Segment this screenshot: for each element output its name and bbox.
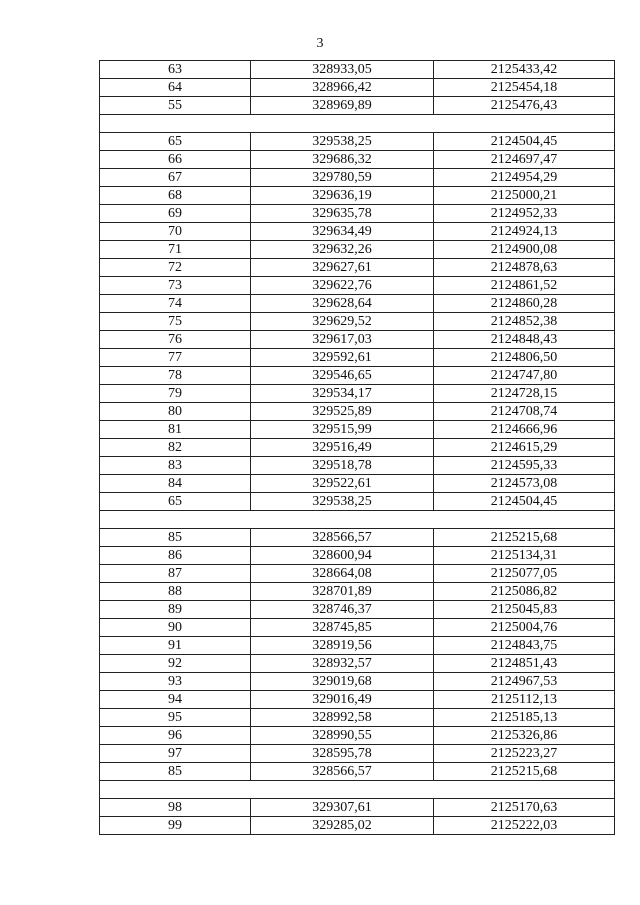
point-number-cell: 96 <box>100 727 251 745</box>
table-row <box>100 367 615 385</box>
y-coordinate-cell: 2124697,47 <box>434 151 615 169</box>
y-coordinate-cell: 2124708,74 <box>434 403 615 421</box>
page-number: 3 <box>316 36 324 51</box>
group-separator-row <box>100 781 615 799</box>
table-row <box>100 151 615 169</box>
y-coordinate-cell: 2124878,63 <box>434 259 615 277</box>
point-number-cell: 70 <box>100 223 251 241</box>
x-coordinate-cell: 329632,26 <box>251 241 434 259</box>
point-number-cell: 55 <box>100 97 251 115</box>
table-row <box>100 259 615 277</box>
separator-cell <box>100 115 615 133</box>
x-coordinate-cell: 329534,17 <box>251 385 434 403</box>
table-row <box>100 187 615 205</box>
x-coordinate-cell: 328992,58 <box>251 709 434 727</box>
y-coordinate-cell: 2125476,43 <box>434 97 615 115</box>
point-number-cell: 81 <box>100 421 251 439</box>
y-coordinate-cell: 2124806,50 <box>434 349 615 367</box>
x-coordinate-cell: 328933,05 <box>251 61 434 79</box>
y-coordinate-cell: 2125086,82 <box>434 583 615 601</box>
y-coordinate-cell: 2125112,13 <box>434 691 615 709</box>
point-number-cell: 78 <box>100 367 251 385</box>
point-number-cell: 86 <box>100 547 251 565</box>
table-row <box>100 619 615 637</box>
x-coordinate-cell: 329538,25 <box>251 493 434 511</box>
x-coordinate-cell: 329522,61 <box>251 475 434 493</box>
point-number-cell: 92 <box>100 655 251 673</box>
point-number-cell: 68 <box>100 187 251 205</box>
point-number-cell: 84 <box>100 475 251 493</box>
x-coordinate-cell: 329780,59 <box>251 169 434 187</box>
point-number-cell: 72 <box>100 259 251 277</box>
table-row <box>100 313 615 331</box>
x-coordinate-cell: 329628,64 <box>251 295 434 313</box>
table-row <box>100 763 615 781</box>
point-number-cell: 71 <box>100 241 251 259</box>
table-row <box>100 331 615 349</box>
table-row <box>100 205 615 223</box>
table-row <box>100 79 615 97</box>
point-number-cell: 76 <box>100 331 251 349</box>
table-row <box>100 97 615 115</box>
point-number-cell: 98 <box>100 799 251 817</box>
table-row <box>100 133 615 151</box>
table-row <box>100 655 615 673</box>
y-coordinate-cell: 2125000,21 <box>434 187 615 205</box>
point-number-cell: 75 <box>100 313 251 331</box>
y-coordinate-cell: 2124900,08 <box>434 241 615 259</box>
table-row <box>100 493 615 511</box>
table-row <box>100 475 615 493</box>
y-coordinate-cell: 2124852,38 <box>434 313 615 331</box>
point-number-cell: 97 <box>100 745 251 763</box>
point-number-cell: 73 <box>100 277 251 295</box>
group-separator-row <box>100 115 615 133</box>
y-coordinate-cell: 2124967,53 <box>434 673 615 691</box>
point-number-cell: 93 <box>100 673 251 691</box>
x-coordinate-cell: 328932,57 <box>251 655 434 673</box>
point-number-cell: 94 <box>100 691 251 709</box>
x-coordinate-cell: 329285,02 <box>251 817 434 835</box>
y-coordinate-cell: 2124851,43 <box>434 655 615 673</box>
x-coordinate-cell: 329592,61 <box>251 349 434 367</box>
table-row <box>100 547 615 565</box>
y-coordinate-cell: 2124848,43 <box>434 331 615 349</box>
table-row <box>100 673 615 691</box>
point-number-cell: 67 <box>100 169 251 187</box>
point-number-cell: 82 <box>100 439 251 457</box>
y-coordinate-cell: 2124747,80 <box>434 367 615 385</box>
point-number-cell: 77 <box>100 349 251 367</box>
y-coordinate-cell: 2124924,13 <box>434 223 615 241</box>
x-coordinate-cell: 328966,42 <box>251 79 434 97</box>
x-coordinate-cell: 328664,08 <box>251 565 434 583</box>
table-row <box>100 241 615 259</box>
y-coordinate-cell: 2124860,28 <box>434 295 615 313</box>
table-row <box>100 295 615 313</box>
x-coordinate-cell: 329686,32 <box>251 151 434 169</box>
y-coordinate-cell: 2124595,33 <box>434 457 615 475</box>
x-coordinate-cell: 329019,68 <box>251 673 434 691</box>
point-number-cell: 64 <box>100 79 251 97</box>
y-coordinate-cell: 2124666,96 <box>434 421 615 439</box>
x-coordinate-cell: 329636,19 <box>251 187 434 205</box>
table-row <box>100 565 615 583</box>
y-coordinate-cell: 2125326,86 <box>434 727 615 745</box>
table-row <box>100 385 615 403</box>
x-coordinate-cell: 329635,78 <box>251 205 434 223</box>
x-coordinate-cell: 329538,25 <box>251 133 434 151</box>
point-number-cell: 79 <box>100 385 251 403</box>
point-number-cell: 85 <box>100 763 251 781</box>
x-coordinate-cell: 328746,37 <box>251 601 434 619</box>
x-coordinate-cell: 329016,49 <box>251 691 434 709</box>
y-coordinate-cell: 2124504,45 <box>434 493 615 511</box>
coordinates-table <box>99 60 615 835</box>
table-row <box>100 745 615 763</box>
x-coordinate-cell: 329518,78 <box>251 457 434 475</box>
y-coordinate-cell: 2125185,13 <box>434 709 615 727</box>
x-coordinate-cell: 328969,89 <box>251 97 434 115</box>
y-coordinate-cell: 2124861,52 <box>434 277 615 295</box>
x-coordinate-cell: 329629,52 <box>251 313 434 331</box>
x-coordinate-cell: 329617,03 <box>251 331 434 349</box>
y-coordinate-cell: 2125433,42 <box>434 61 615 79</box>
y-coordinate-cell: 2125223,27 <box>434 745 615 763</box>
table-row <box>100 817 615 835</box>
y-coordinate-cell: 2124952,33 <box>434 205 615 223</box>
x-coordinate-cell: 328600,94 <box>251 547 434 565</box>
point-number-cell: 85 <box>100 529 251 547</box>
coordinates-table-body <box>100 61 615 835</box>
point-number-cell: 88 <box>100 583 251 601</box>
x-coordinate-cell: 328919,56 <box>251 637 434 655</box>
x-coordinate-cell: 328701,89 <box>251 583 434 601</box>
y-coordinate-cell: 2124573,08 <box>434 475 615 493</box>
y-coordinate-cell: 2125222,03 <box>434 817 615 835</box>
x-coordinate-cell: 329516,49 <box>251 439 434 457</box>
point-number-cell: 87 <box>100 565 251 583</box>
y-coordinate-cell: 2125215,68 <box>434 763 615 781</box>
separator-cell <box>100 511 615 529</box>
y-coordinate-cell: 2125170,63 <box>434 799 615 817</box>
x-coordinate-cell: 329622,76 <box>251 277 434 295</box>
x-coordinate-cell: 328990,55 <box>251 727 434 745</box>
y-coordinate-cell: 2125134,31 <box>434 547 615 565</box>
y-coordinate-cell: 2124954,29 <box>434 169 615 187</box>
point-number-cell: 65 <box>100 133 251 151</box>
table-row <box>100 691 615 709</box>
x-coordinate-cell: 329525,89 <box>251 403 434 421</box>
y-coordinate-cell: 2124728,15 <box>434 385 615 403</box>
point-number-cell: 69 <box>100 205 251 223</box>
point-number-cell: 80 <box>100 403 251 421</box>
x-coordinate-cell: 328566,57 <box>251 529 434 547</box>
point-number-cell: 74 <box>100 295 251 313</box>
table-row <box>100 421 615 439</box>
point-number-cell: 83 <box>100 457 251 475</box>
table-row <box>100 529 615 547</box>
y-coordinate-cell: 2125045,83 <box>434 601 615 619</box>
table-row <box>100 403 615 421</box>
y-coordinate-cell: 2125215,68 <box>434 529 615 547</box>
point-number-cell: 65 <box>100 493 251 511</box>
point-number-cell: 99 <box>100 817 251 835</box>
y-coordinate-cell: 2124504,45 <box>434 133 615 151</box>
x-coordinate-cell: 329546,65 <box>251 367 434 385</box>
point-number-cell: 66 <box>100 151 251 169</box>
table-row <box>100 457 615 475</box>
y-coordinate-cell: 2125454,18 <box>434 79 615 97</box>
table-row <box>100 277 615 295</box>
table-row <box>100 349 615 367</box>
table-row <box>100 439 615 457</box>
x-coordinate-cell: 328566,57 <box>251 763 434 781</box>
point-number-cell: 90 <box>100 619 251 637</box>
group-separator-row <box>100 511 615 529</box>
table-row <box>100 637 615 655</box>
y-coordinate-cell: 2125077,05 <box>434 565 615 583</box>
table-row <box>100 799 615 817</box>
table-row <box>100 601 615 619</box>
table-row <box>100 223 615 241</box>
x-coordinate-cell: 328595,78 <box>251 745 434 763</box>
table-row <box>100 169 615 187</box>
table-row <box>100 61 615 79</box>
x-coordinate-cell: 329515,99 <box>251 421 434 439</box>
point-number-cell: 91 <box>100 637 251 655</box>
x-coordinate-cell: 329307,61 <box>251 799 434 817</box>
x-coordinate-cell: 328745,85 <box>251 619 434 637</box>
y-coordinate-cell: 2124843,75 <box>434 637 615 655</box>
point-number-cell: 89 <box>100 601 251 619</box>
point-number-cell: 95 <box>100 709 251 727</box>
point-number-cell: 63 <box>100 61 251 79</box>
table-row <box>100 583 615 601</box>
separator-cell <box>100 781 615 799</box>
x-coordinate-cell: 329627,61 <box>251 259 434 277</box>
y-coordinate-cell: 2124615,29 <box>434 439 615 457</box>
y-coordinate-cell: 2125004,76 <box>434 619 615 637</box>
table-row <box>100 709 615 727</box>
x-coordinate-cell: 329634,49 <box>251 223 434 241</box>
table-row <box>100 727 615 745</box>
